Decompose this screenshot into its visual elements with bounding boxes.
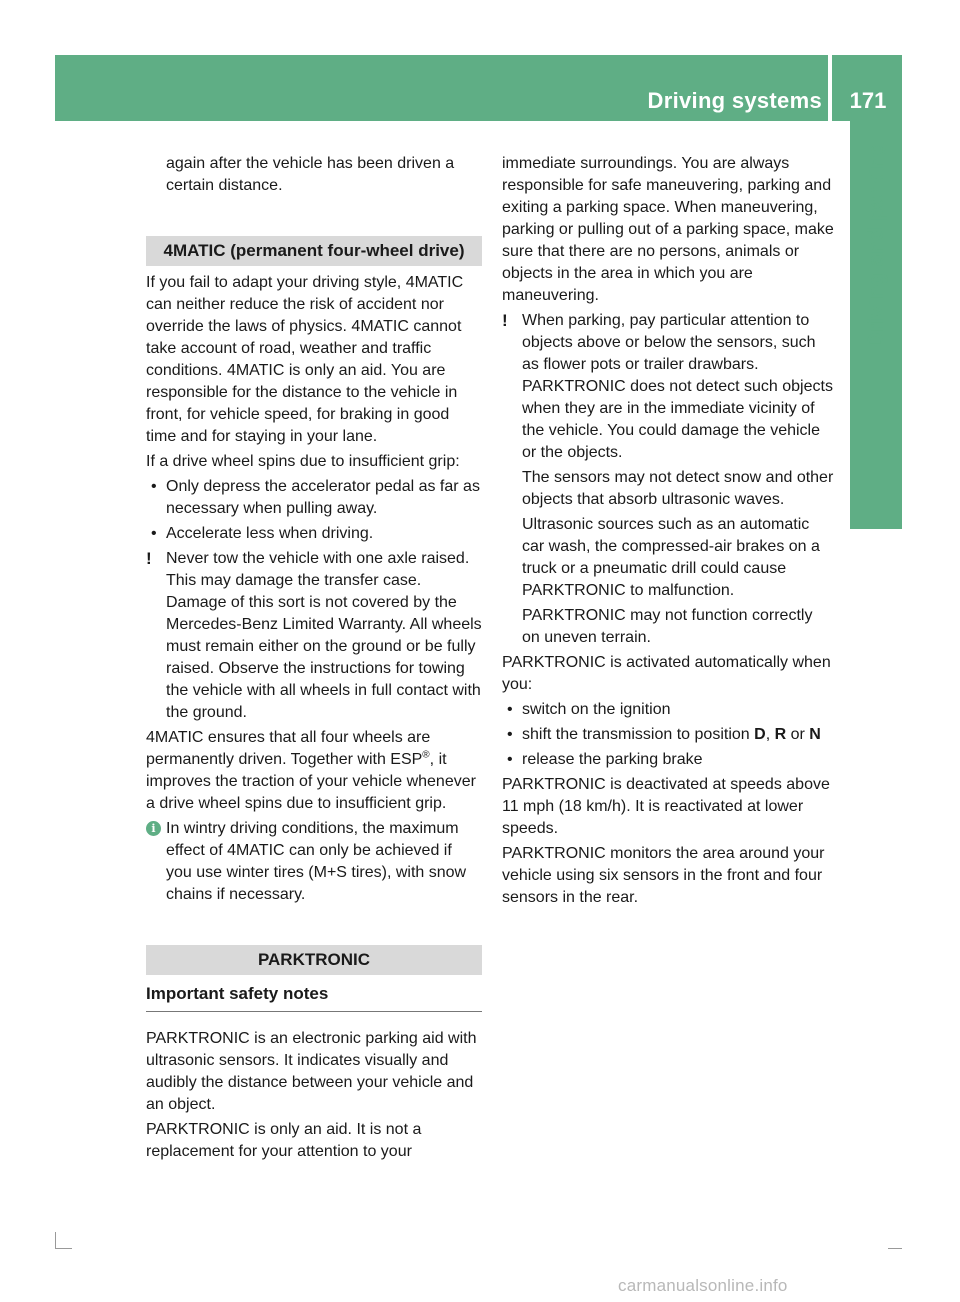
section-heading-parktronic: PARKTRONIC (146, 945, 482, 975)
paragraph: If a drive wheel spins due to insufficient grip: (146, 453, 460, 470)
warning-icon: ! (502, 311, 508, 330)
bullet-icon: • (151, 525, 157, 542)
list-item: • release the parking brake (502, 749, 834, 771)
crop-mark (55, 1232, 72, 1249)
list-item: • Accelerate less when driving. (146, 523, 482, 545)
bullet-icon: • (507, 701, 513, 718)
paragraph: PARKTRONIC is deactivated at speeds above 11 mph (18 km/h). It is reactivated at lower speeds. (502, 776, 830, 837)
warning-note: ! Never tow the vehicle with one axle raised. This may damage the transfer case. Damage of this sort is not covered by the Mercedes-Benz Limited Warranty. All wheels must remain either on the ground or be fully raised. Observe the instructions for towing the vehicle with all wheels in full contact with the ground. (146, 549, 482, 721)
paragraph: 4MATIC ensures that all four wheels are permanently driven. Together with ESP®, it improves the traction of your vehicle whenever a drive wheel spins due to insufficient grip. (146, 729, 476, 812)
warning-continuation: Ultrasonic sources such as an automatic car wash, the compressed-air brakes on a truck or a pneumatic drill could cause PARKTRONIC to malfunction. (522, 516, 820, 599)
subheading: Important safety notes (146, 983, 482, 1012)
crop-mark (888, 1248, 902, 1249)
bullet-icon: • (507, 751, 513, 768)
list-item: • shift the transmission to position D, R or N (502, 724, 834, 746)
paragraph: PARKTRONIC is an electronic parking aid with ultrasonic sensors. It indicates visually and audibly the distance between your vehicle and an object. (146, 1030, 477, 1113)
info-note: i In wintry driving conditions, the maximum effect of 4MATIC can only be achieved if you use winter tires (M+S tires), with snow chains if necessary. (146, 818, 482, 906)
page-section-title: Driving systems (647, 88, 822, 113)
paragraph: If you fail to adapt your driving style, 4MATIC can neither reduce the risk of accident nor override the laws of physics. 4MATIC cannot take account of road, weather and traffic conditions. 4MATIC is only an aid. You are responsible for the distance to the vehicle in front, for vehicle speed, for braking in good time and for staying in your lane. (146, 274, 464, 445)
bullet-icon: • (507, 726, 513, 743)
bullet-icon: • (151, 478, 157, 495)
header-divider (828, 55, 832, 121)
warning-note: ! When parking, pay particular attention to objects above or below the sensors, such as flower pots or trailer drawbars. PARKTRONIC does not detect such objects when they are in the immediate vicinity of the vehicle. You could damage the vehicle or the objects. (502, 311, 833, 461)
warning-continuation: PARKTRONIC may not function correctly on uneven terrain. (522, 607, 813, 646)
section-heading-4matic: 4MATIC (permanent four-wheel drive) (146, 236, 482, 266)
paragraph: immediate surroundings. You are always responsible for safe maneuvering, parking and exiting a parking space. When maneuvering, parking or pulling out of a parking space, make sure that there are no persons, animals or objects in the area in which you are maneuvering. (502, 155, 834, 304)
page-number: 171 (849, 88, 887, 113)
paragraph: PARKTRONIC is only an aid. It is not a replacement for your attention to your (146, 1121, 422, 1160)
list-item: • Only depress the accelerator pedal as far as necessary when pulling away. (151, 478, 480, 517)
side-tab-label: Driving and parking (863, 141, 888, 349)
intro-text: again after the vehicle has been driven a certain distance. (166, 155, 455, 194)
warning-icon: ! (146, 549, 152, 568)
paragraph: PARKTRONIC monitors the area around your vehicle using six sensors in the front and four sensors in the rear. (502, 845, 825, 906)
watermark: carmanualsonline.info (618, 1276, 788, 1295)
info-icon: i (146, 821, 161, 836)
left-column (146, 153, 482, 1166)
paragraph: PARKTRONIC is activated automatically when you: (502, 654, 831, 693)
right-column (502, 153, 834, 912)
list-item: • switch on the ignition (502, 699, 834, 721)
warning-continuation: The sensors may not detect snow and other objects that absorb ultrasonic waves. (522, 469, 834, 508)
